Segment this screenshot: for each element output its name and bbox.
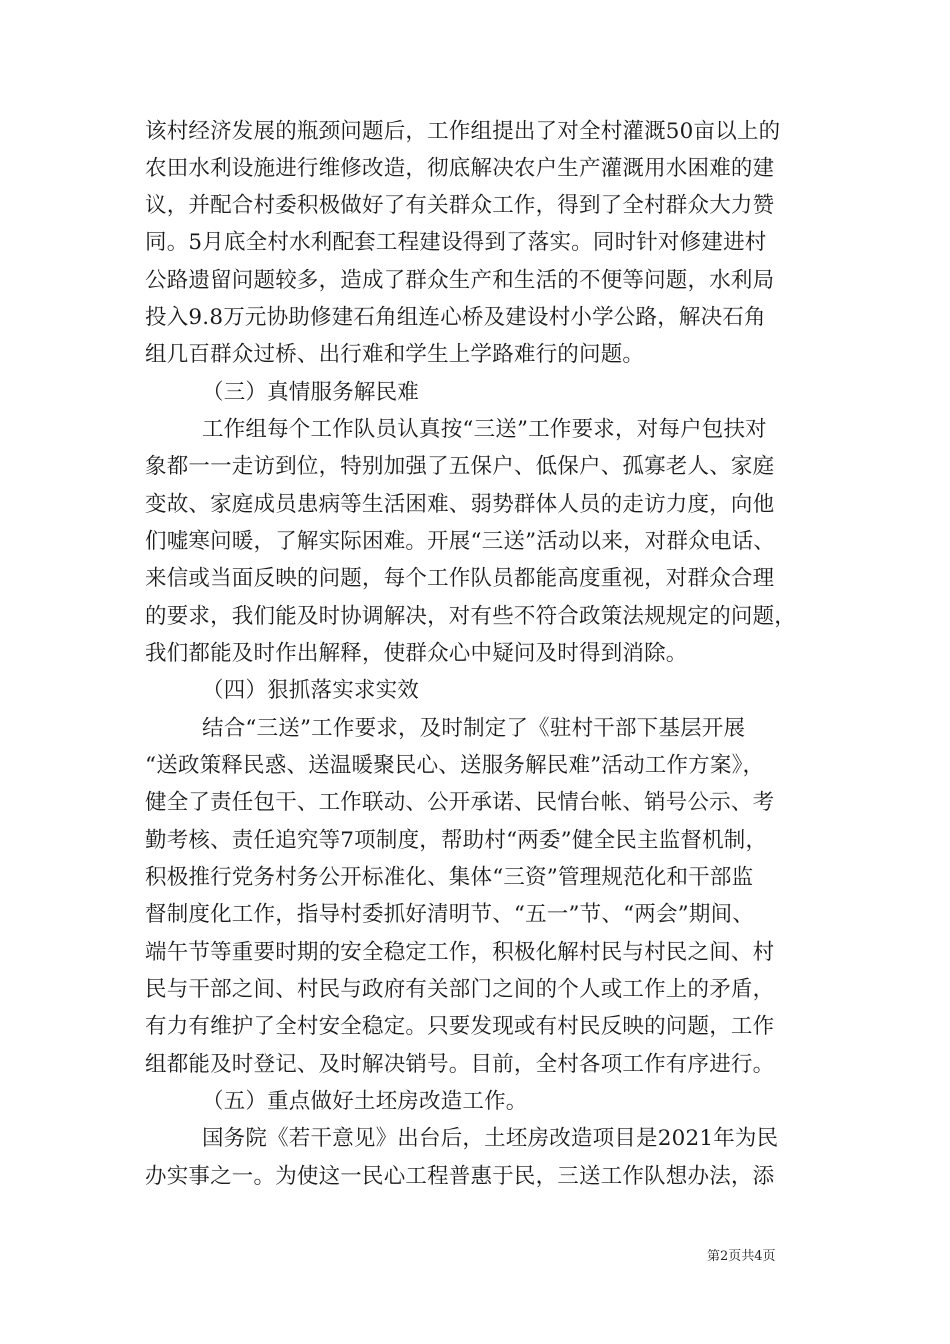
body-text-line: 积极推行党务村务公开标准化、集体“三资”管理规范化和干部监 [145, 865, 754, 890]
section-heading: （五）重点做好土坯房改造工作。 [202, 1089, 528, 1114]
body-text-line: 我们都能及时作出解释，使群众心中疑问及时得到消除。 [145, 641, 688, 666]
body-text-line: 办实事之一。为使这一民心工程普惠于民，三送工作队想办法，添 [145, 1164, 775, 1189]
body-text-line: 组几百群众过桥、出行难和学生上学路难行的问题。 [145, 342, 645, 367]
body-text-line: 有力有维护了全村安全稳定。只要发现或有村民反映的问题，工作 [145, 1014, 775, 1039]
section-heading: （四）狠抓落实求实效 [202, 678, 420, 703]
body-text-line: 工作组每个工作队员认真按“三送”工作要求，对每户包扶对 [202, 417, 767, 442]
body-text-line: 国务院《若干意见》出台后，土坯房改造项目是2021年为民 [202, 1126, 779, 1151]
body-text-line: 组都能及时登记、及时解决销号。目前，全村各项工作有序进行。 [145, 1052, 775, 1077]
body-text-line: 勤考核、责任追究等7项制度，帮助村“两委”健全民主监督机制， [145, 828, 768, 853]
body-text-line: 督制度化工作，指导村委抓好清明节、“五一”节、“两会”期间、 [145, 902, 754, 927]
body-text-line: 的要求，我们能及时协调解决，对有些不符合政策法规规定的问题， [145, 604, 797, 629]
body-text-line: 结合“三送”工作要求，及时制定了《驻村干部下基层开展 [202, 716, 746, 741]
body-text-line: 同。5月底全村水利配套工程建设得到了落实。同时针对修建进村 [145, 230, 767, 255]
body-text-line: 议，并配合村委积极做好了有关群众工作，得到了全村群众大力赞 [145, 193, 775, 218]
body-text-line: 公路遗留问题较多，造成了群众生产和生活的不便等问题，水利局 [145, 268, 775, 293]
body-text-line: 变故、家庭成员患病等生活困难、弱势群体人员的走访力度，向他 [145, 492, 775, 517]
body-text-line: 象都一一走访到位，特别加强了五保户、低保户、孤寡老人、家庭 [145, 454, 775, 479]
body-text-line: 农田水利设施进行维修改造，彻底解决农户生产灌溉用水困难的建 [145, 156, 775, 181]
page-indicator: 第2页共4页 [707, 1249, 776, 1264]
section-heading: （三）真情服务解民难 [202, 380, 420, 405]
body-text-line: 该村经济发展的瓶颈问题后，工作组提出了对全村灌溉50亩以上的 [145, 119, 781, 144]
body-text-line: 健全了责任包干、工作联动、公开承诺、民情台帐、销号公示、考 [145, 790, 775, 815]
body-text-line: “送政策释民惑、送温暖聚民心、送服务解民难”活动工作方案》， [145, 753, 765, 778]
body-text-line: 来信或当面反映的问题，每个工作队员都能高度重视，对群众合理 [145, 566, 775, 591]
body-text-line: 民与干部之间、村民与政府有关部门之间的个人或工作上的矛盾， [145, 977, 775, 1002]
body-text-line: 端午节等重要时期的安全稳定工作，积极化解村民与村民之间、村 [145, 940, 775, 965]
body-text-line: 们嘘寒问暖，了解实际困难。开展“三送”活动以来，对群众电话、 [145, 529, 775, 554]
body-text-line: 投入9.8万元协助修建石角组连心桥及建设村小学公路，解决石角 [145, 305, 766, 330]
